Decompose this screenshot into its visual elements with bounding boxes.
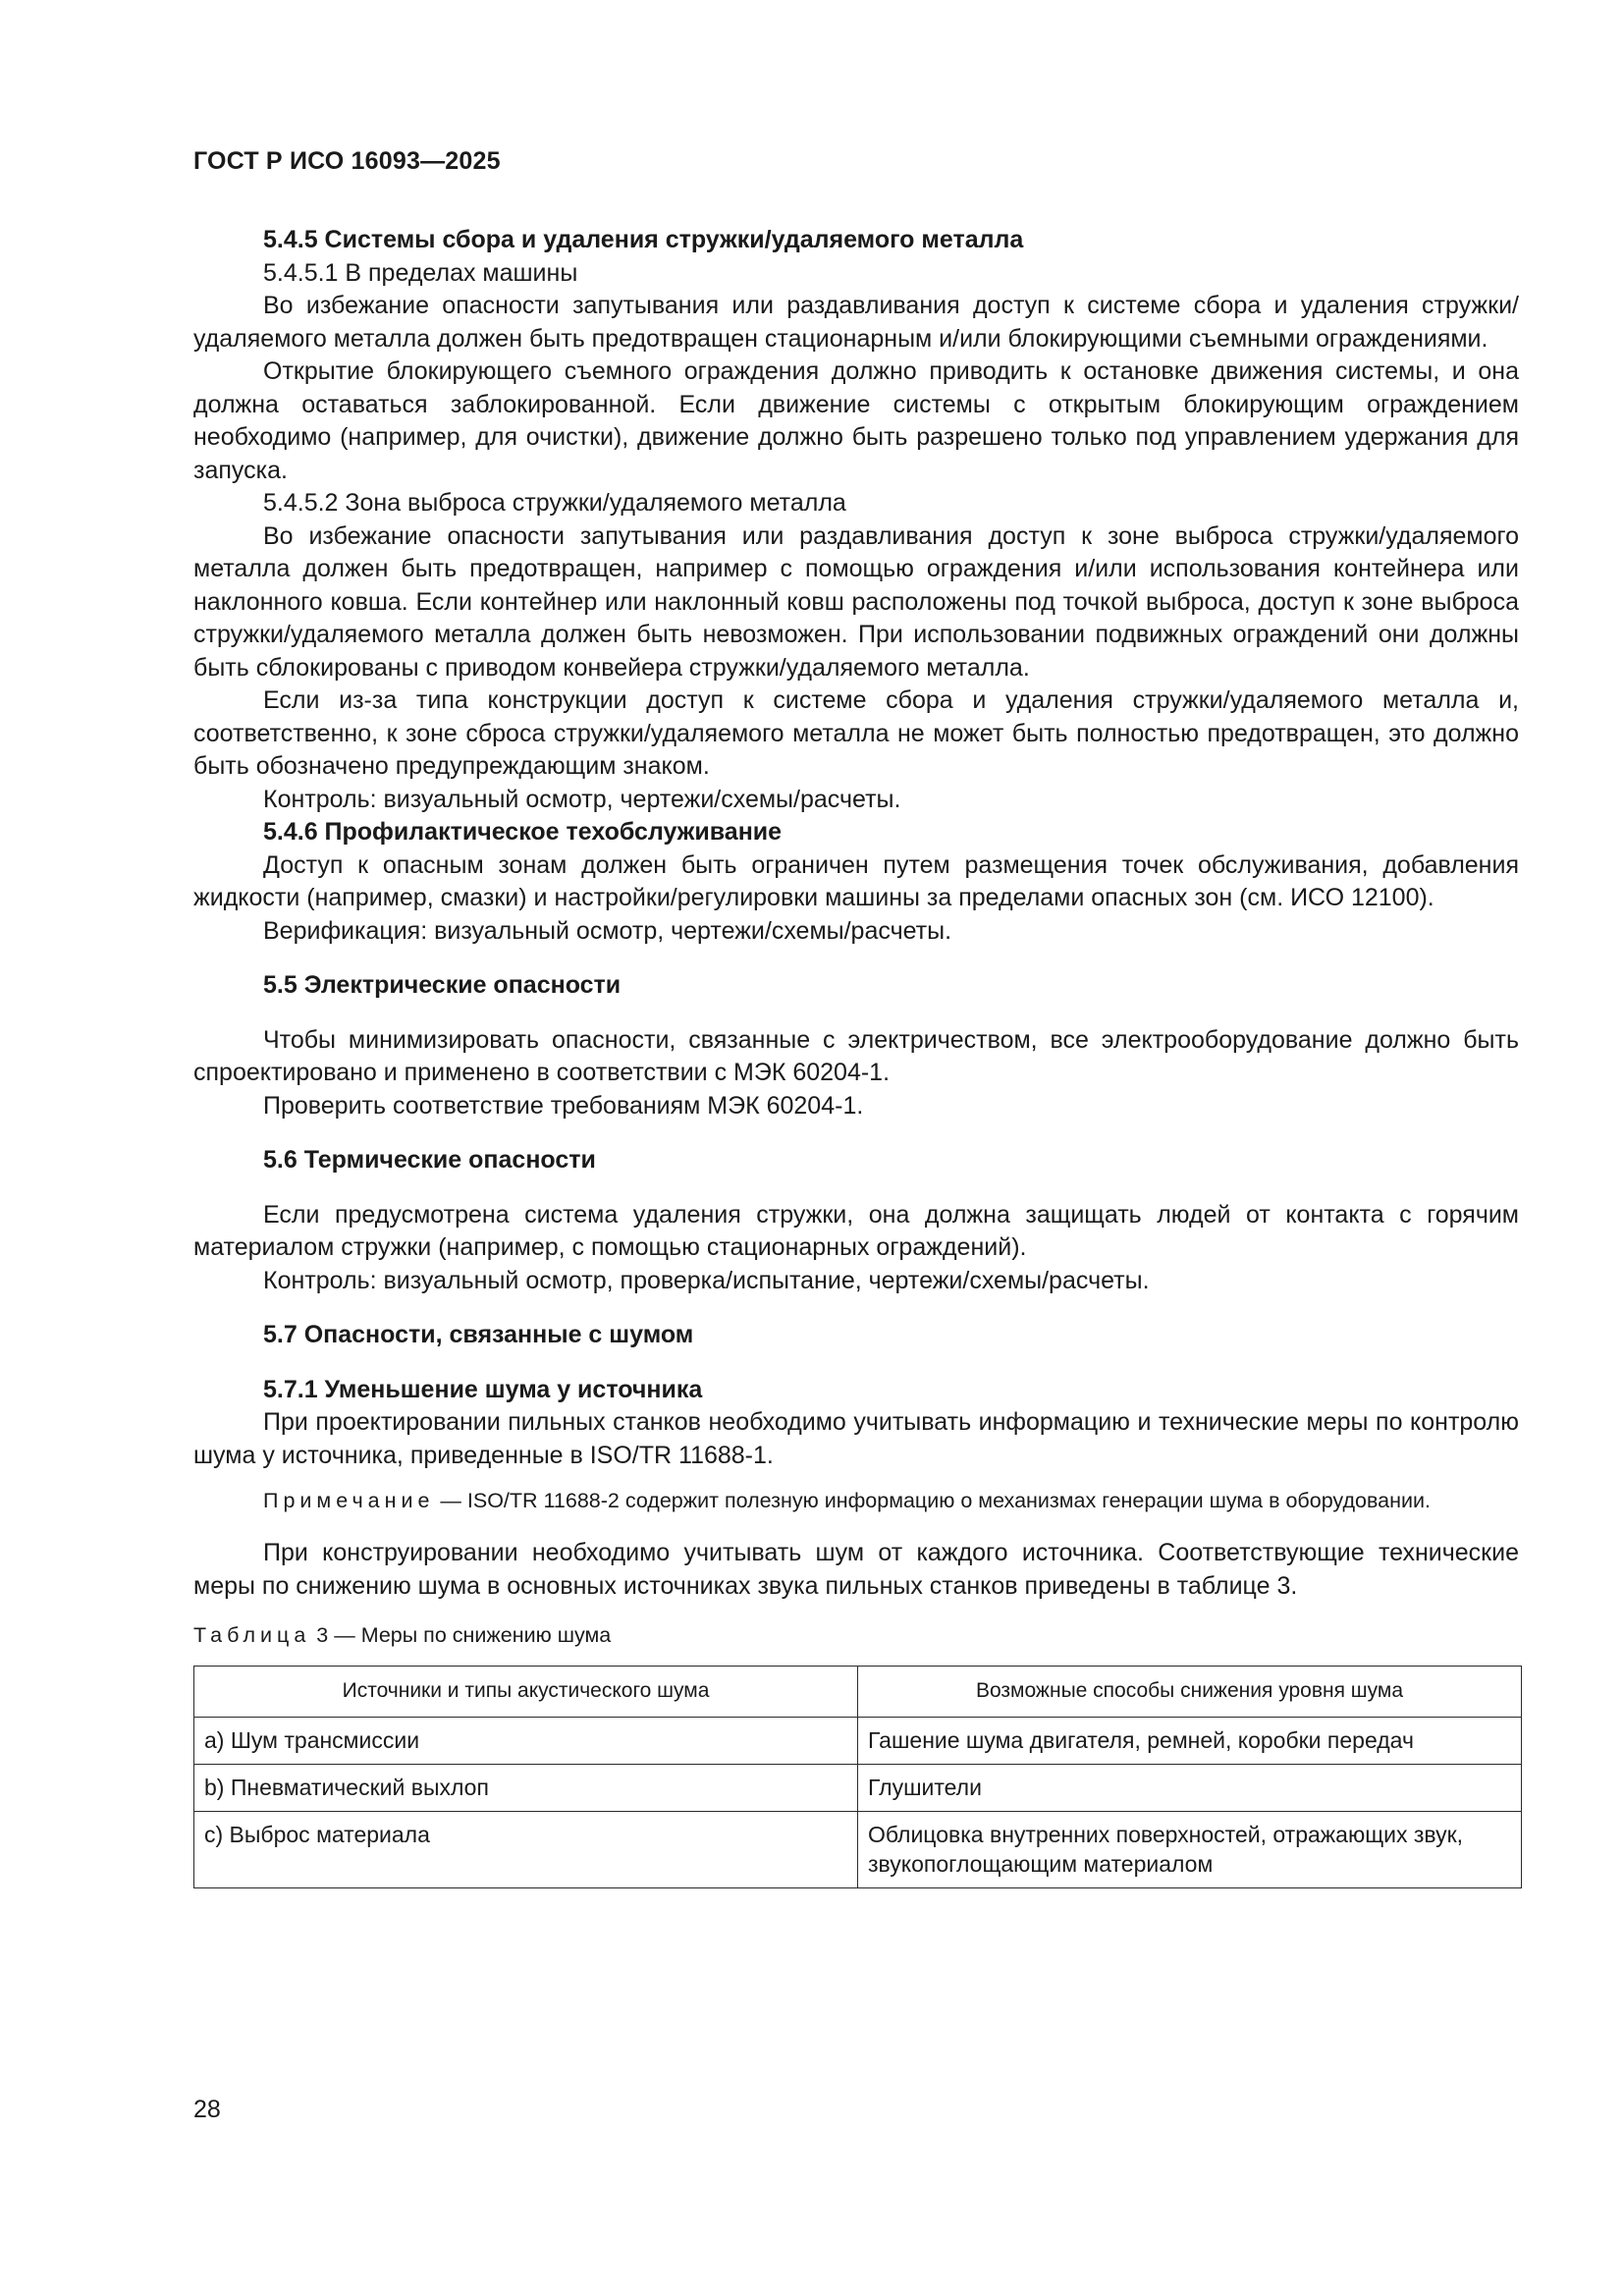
document-body [193,224,1519,1888]
table-cell: b) Пневматический выхлоп [194,1765,858,1812]
table-cell: a) Шум трансмиссии [194,1718,858,1765]
table-row [194,1718,1522,1765]
column-header-methods: Возможные способы снижения уровня шума [858,1667,1522,1718]
column-header-sources: Источники и типы акустического шума [194,1667,858,1718]
verification-statement: Верификация: визуальный осмотр, чертежи/схемы/расчеты. [263,916,952,945]
table-cell: Гашение шума двигателя, ремней, коробки передач [858,1718,1522,1765]
section-5-4-5-heading: 5.4.5 Системы сбора и удаления стружки/удаляемого металла [263,226,1024,253]
note-label: Примечание [263,1489,435,1512]
note [193,1486,1519,1515]
control-statement: Контроль: визуальный осмотр, чертежи/схемы/расчеты. [263,785,901,813]
section-5-4-6-heading: 5.4.6 Профилактическое техобслуживание [263,818,783,846]
paragraph: Доступ к опасным зонам должен быть ограничен путем размещения точек обслуживания, добавления жидкости (например, смазки) и настройки/регулировки машины за пределами опасных зон (см. ИСО 12100). [193,850,1519,911]
table-cell: Глушители [858,1765,1522,1812]
note-text: — ISO/TR 11688-2 содержит полезную информацию о механизмах генерации шума в оборудовании. [434,1489,1431,1512]
section-5-5-heading: 5.5 Электрические опасности [263,971,622,999]
section-5-4-5-2-heading: 5.4.5.2 Зона выброса стружки/удаляемого металла [263,489,846,517]
section-5-7-1-heading: 5.7.1 Уменьшение шума у источника [263,1375,703,1403]
table-cell: c) Выброс материала [194,1812,858,1888]
table-caption [193,1620,1519,1650]
paragraph: Открытие блокирующего съемного ограждения должно приводить к остановке движения системы, и она должна оставаться заблокированной. Если движение системы с открытым блокирующим ограждением необходимо (например, для очистки), движение должно быть разрешено только под управлением удержания для запуска. [193,357,1519,484]
paragraph: Если из-за типа конструкции доступ к системе сбора и удаления стружки/удаляемого металла и, соответственно, к зоне сброса стружки/удаляемого металла не может быть полностью предотвращен, это должно быть обозначено предупреждающим знаком. [193,686,1519,780]
table-cell: Облицовка внутренних поверхностей, отражающих звук, звукопоглощающим материалом [858,1812,1522,1888]
page-number: 28 [193,2096,221,2123]
document-id-header: ГОСТ Р ИСО 16093—2025 [193,147,501,175]
paragraph: Во избежание опасности запутывания или раздавливания доступ к зоне выброса стружки/удаляемого металла должен быть предотвращен, например с помощью ограждения и/или использования контейнера или наклонного ковша. Если контейнер или наклонный ковш расположены под точкой выброса, доступ к зоне выброса стружки/удаляемого металла должен быть невозможен. При использовании подвижных ограждений они должны быть сблокированы с приводом конвейера стружки/удаляемого металла. [193,521,1519,682]
paragraph: Если предусмотрена система удаления стружки, она должна защищать людей от контакта с горячим материалом стружки (например, с помощью стационарных ограждений). [193,1200,1519,1261]
section-5-7-heading: 5.7 Опасности, связанные с шумом [263,1321,694,1348]
table-caption-text: 3 — Меры по снижению шума [310,1623,612,1647]
noise-reduction-table [193,1666,1522,1888]
table-caption-label: Таблица [193,1623,311,1647]
table-row [194,1765,1522,1812]
paragraph: При проектировании пильных станков необходимо учитывать информацию и технические меры по контролю шума у источника, приведенные в ISO/TR 11688-1. [193,1408,1519,1469]
paragraph: Во избежание опасности запутывания или раздавливания доступ к системе сбора и удаления стружки/удаляемого металла должен быть предотвращен стационарным и/или блокирующими съемными ограждениями. [193,292,1519,353]
paragraph: При конструировании необходимо учитывать шум от каждого источника. Соответствующие технические меры по снижению шума в основных источниках звука пильных станков приведены в таблице 3. [193,1539,1519,1600]
paragraph: Чтобы минимизировать опасности, связанные с электричеством, все электрооборудование должно быть спроектировано и применено в соответствии с МЭК 60204-1. [193,1025,1519,1086]
section-5-6-heading: 5.6 Термические опасности [263,1146,596,1174]
section-5-4-5-1-heading: 5.4.5.1 В пределах машины [263,258,578,287]
table-header-row [194,1667,1522,1718]
table-row [194,1812,1522,1888]
paragraph: Проверить соответствие требованиям МЭК 60204-1. [263,1091,864,1120]
control-statement: Контроль: визуальный осмотр, проверка/испытание, чертежи/схемы/расчеты. [263,1266,1150,1294]
